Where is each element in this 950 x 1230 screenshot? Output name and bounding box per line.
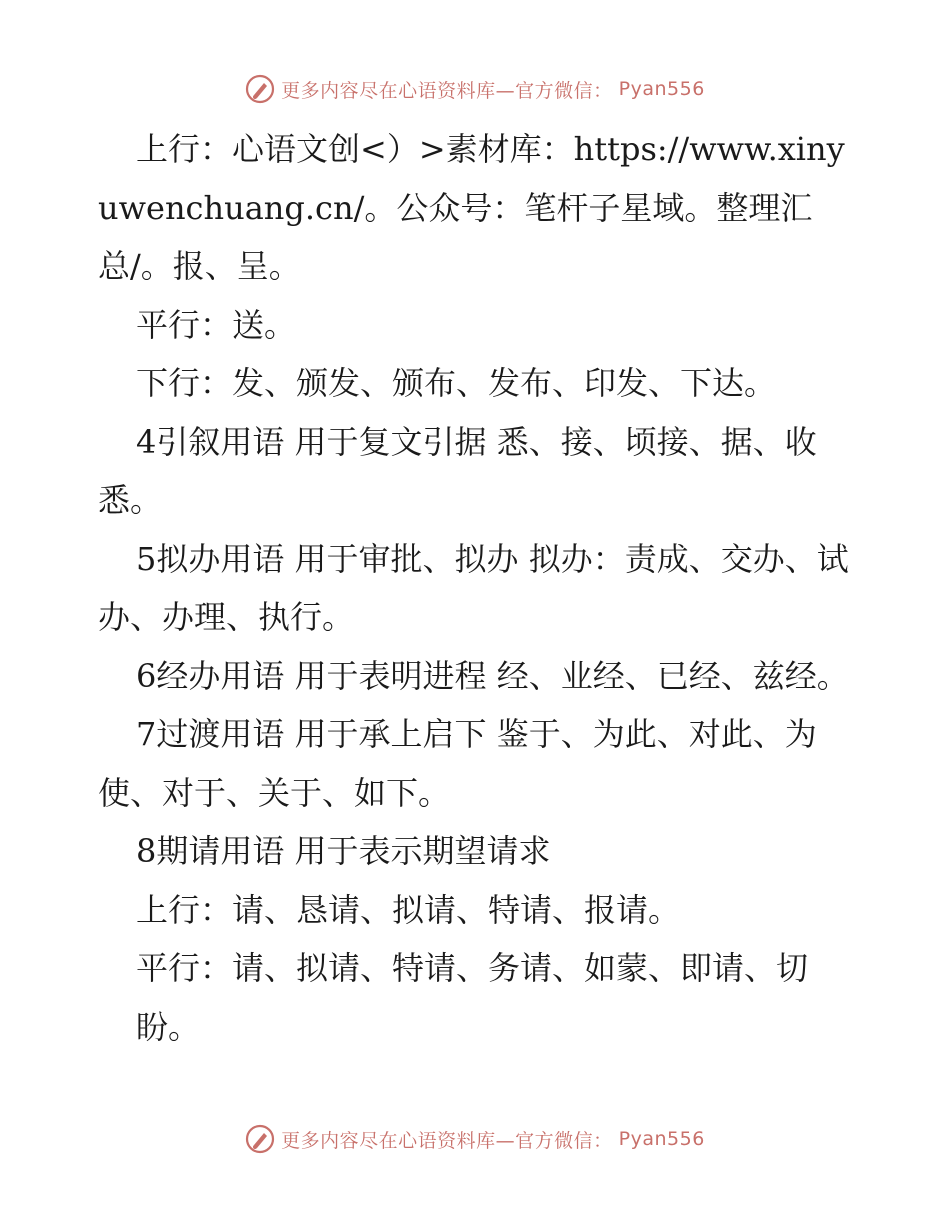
paragraph-request-terms: 8期请用语 用于表示期望请求	[136, 832, 551, 870]
watermark-wechat-id: Pyan556	[618, 78, 705, 100]
paragraph-citation-terms: 4引叙用语 用于复文引据 悉、接、顷接、据、收悉。	[98, 422, 817, 519]
header-watermark	[0, 74, 950, 104]
paragraph-proposed-handling-terms: 5拟办用语 用于审批、拟办 拟办：责成、交办、试办、办理、执行。	[98, 539, 849, 636]
document-body	[98, 120, 858, 1056]
watermark-text: 更多内容尽在心语资料库—官方微信：	[281, 1129, 613, 1152]
pen-logo-icon	[245, 74, 275, 104]
watermark-wechat-id: Pyan556	[618, 1128, 705, 1150]
watermark-text: 更多内容尽在心语资料库—官方微信：	[281, 79, 613, 102]
paragraph-request-upward: 上行：请、恳请、拟请、特请、报请。	[136, 890, 681, 929]
paragraph-request-parallel: 平行：请、拟请、特请、务请、如蒙、即请、切盼。	[136, 949, 809, 1046]
paragraph-parallel-terms: 平行：送。	[136, 305, 297, 344]
paragraph-transition-terms: 7过渡用语 用于承上启下 鉴于、为此、对此、为使、对于、关于、如下。	[98, 715, 817, 812]
paragraph-upward-terms: 上行：心语文创<）>素材库：https://www.xinyuwenchuang.cn/。公众号：笔杆子星域。整理汇总/。报、呈。	[98, 130, 845, 285]
footer-watermark	[0, 1124, 950, 1154]
paragraph-handling-terms: 6经办用语 用于表明进程 经、业经、已经、兹经。	[136, 656, 849, 695]
pen-logo-icon	[245, 1124, 275, 1154]
paragraph-downward-terms: 下行：发、颁发、颁布、发布、印发、下达。	[136, 364, 777, 402]
